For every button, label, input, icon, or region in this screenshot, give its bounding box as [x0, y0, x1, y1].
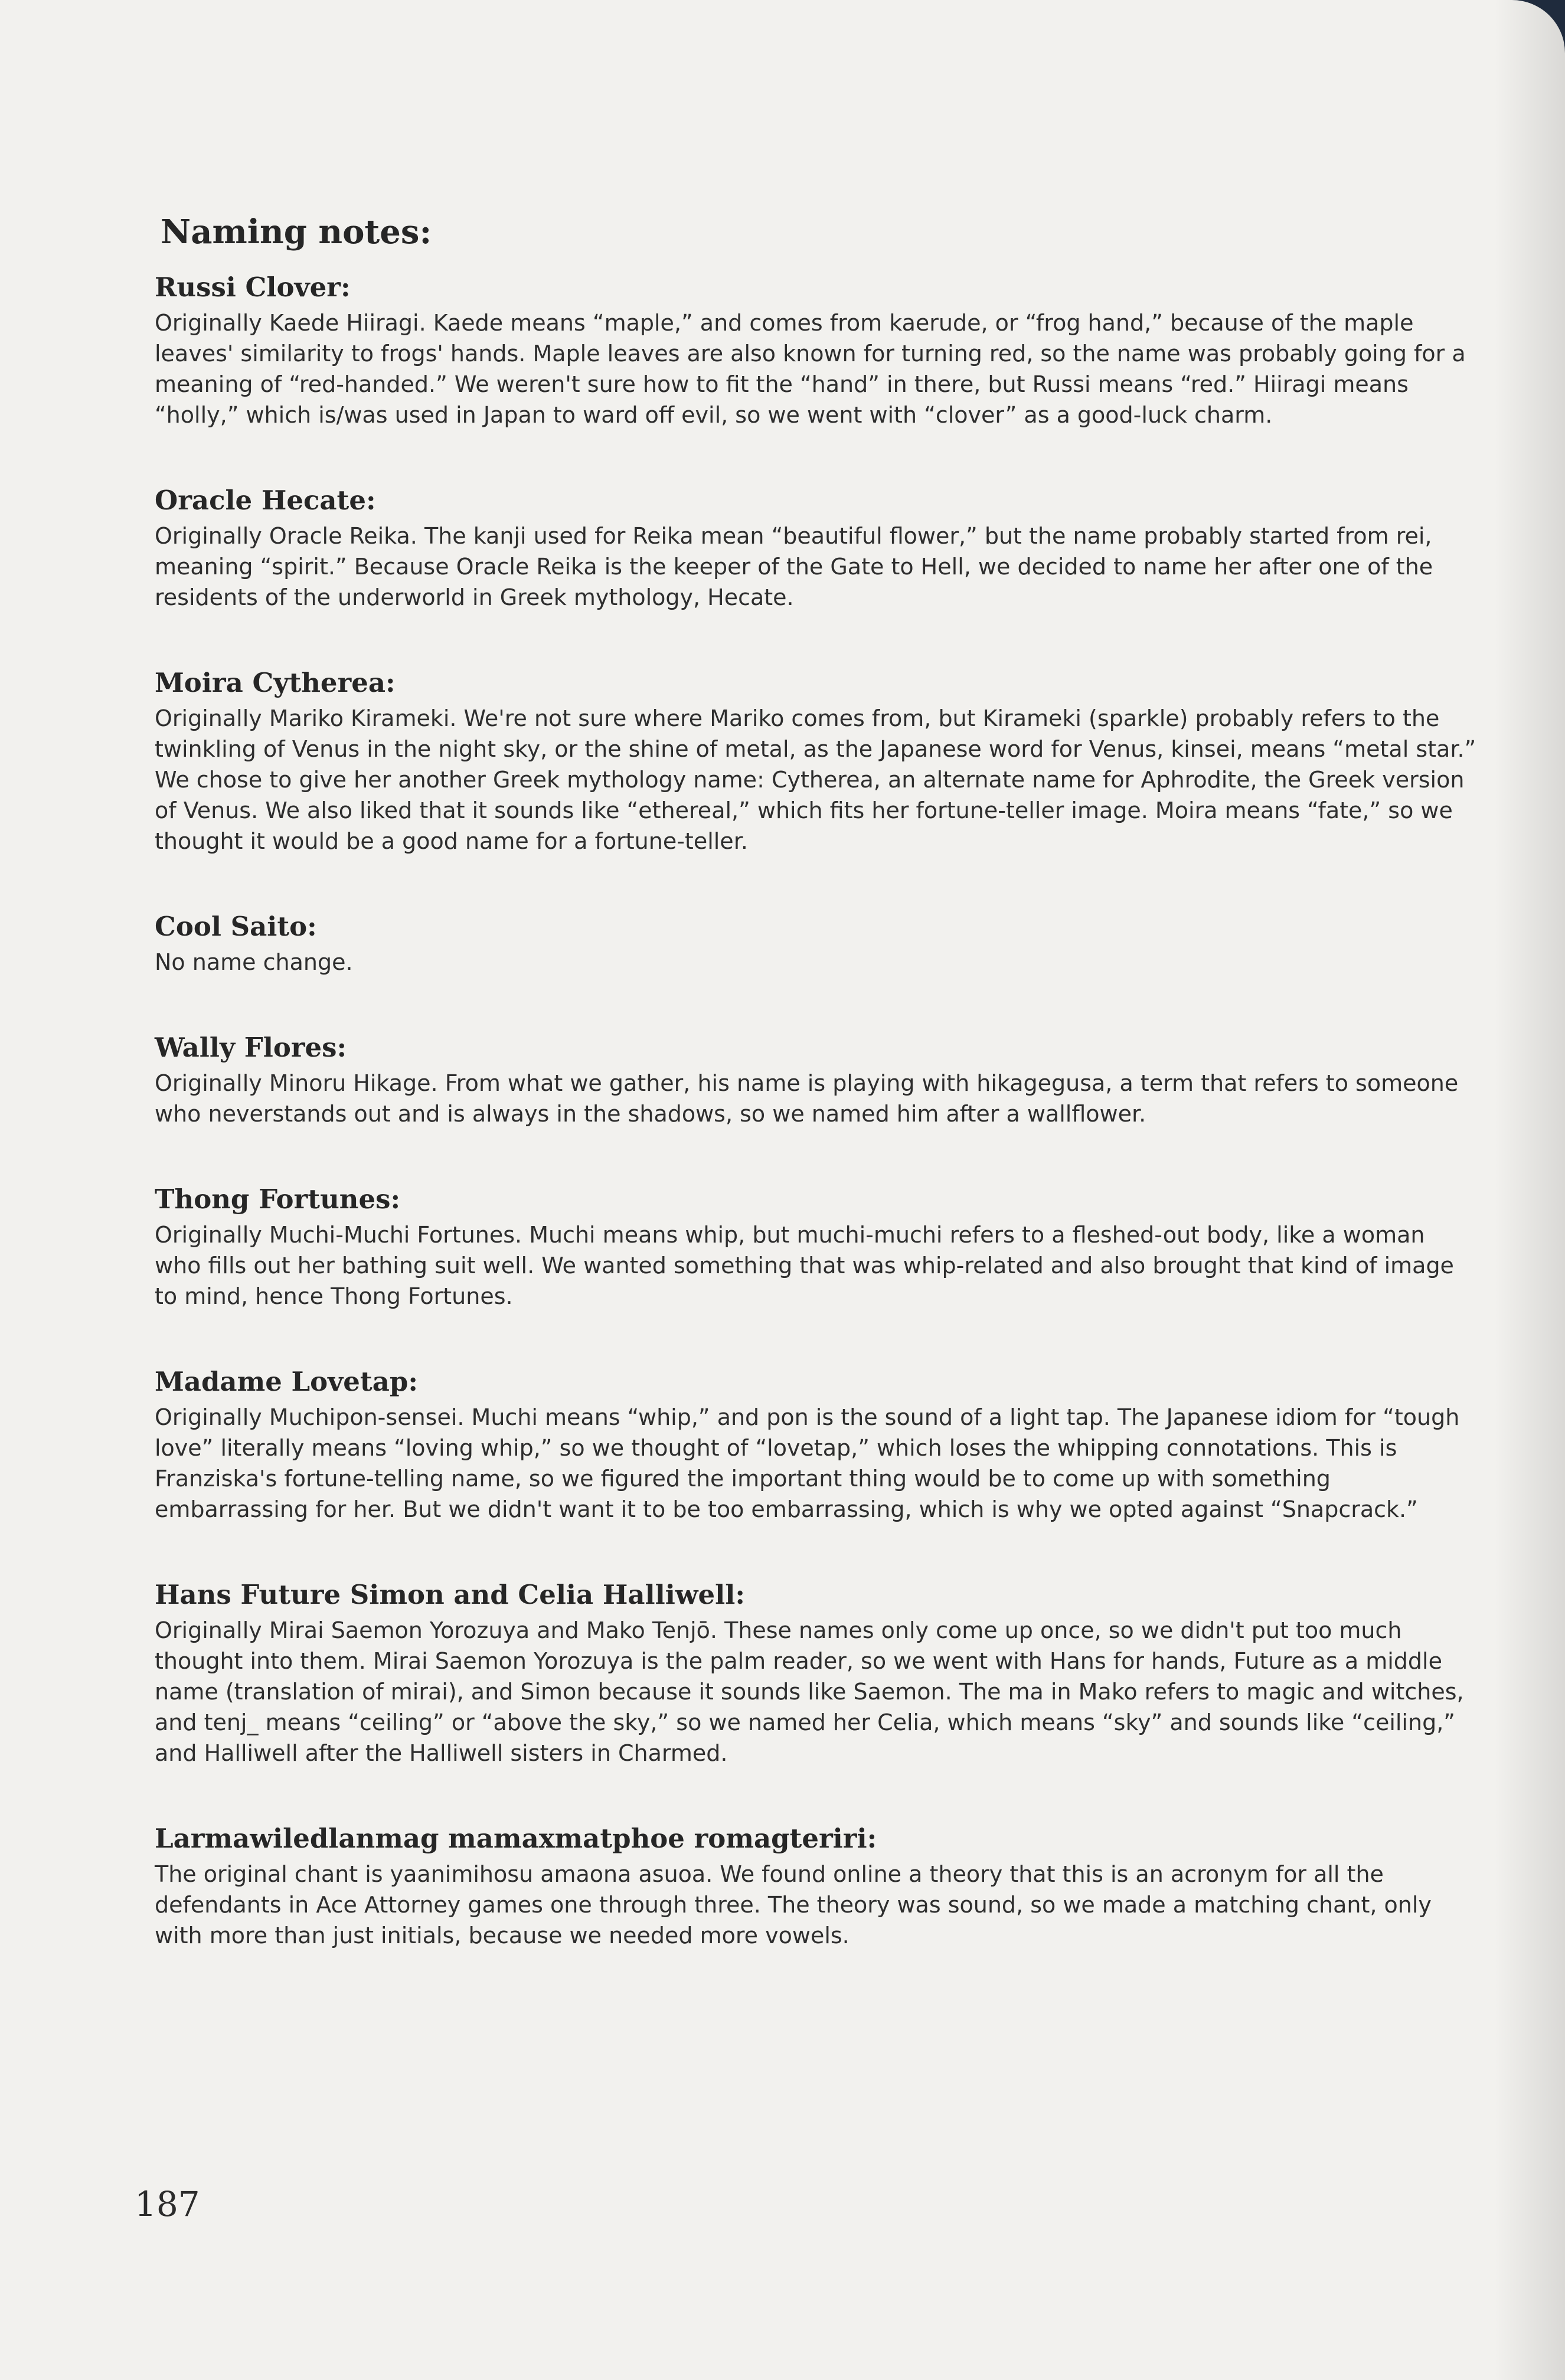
entry-moira-cytherea	[155, 667, 1477, 856]
entry-hans-future-simon	[155, 1579, 1477, 1768]
entry-title: Oracle Hecate:	[155, 485, 376, 516]
entry-oracle-hecate	[155, 485, 1477, 613]
entry-text: No name change.	[155, 949, 353, 975]
entry-title: Madame Lovetap:	[155, 1366, 418, 1397]
page-number: 187	[135, 2184, 200, 2224]
entry-title: Cool Saito:	[155, 911, 317, 942]
entry-text: Originally Oracle Reika. The kanji used for Reika mean “beautiful flower,” but the name probably started from rei, meaning “spirit.” Because Oracle Reika is the keeper of the Gate to Hell, we decided to name her after one of the residents of the underworld in Greek mythology, Hecate.	[155, 523, 1433, 610]
entry-thong-fortunes	[155, 1184, 1477, 1312]
entry-title: Hans Future Simon and Celia Halliwell:	[155, 1579, 745, 1610]
entry-chant	[155, 1823, 1477, 1951]
entry-text: Originally Mirai Saemon Yorozuya and Mako Tenjō. These names only come up once, so we didn't put too much thought into them. Mirai Saemon Yorozuya is the palm reader, so we went with Hans for hands, Future as a middle name (translation of mirai), and Simon because it sounds like Saemon. The ma in Mako refers to magic and witches, and tenj_ means “ceiling” or “above the sky,” so we named her Celia, which means “sky” and sounds like “ceiling,” and Halliwell after the Halliwell sisters in Charmed.	[155, 1617, 1464, 1766]
entry-title: Larmawiledlanmag mamaxmatphoe romagteriri:	[155, 1823, 877, 1854]
entry-title: Wally Flores:	[155, 1032, 347, 1063]
entry-text: Originally Muchipon-sensei. Muchi means “whip,” and pon is the sound of a light tap. The Japanese idiom for “tough love” literally means “loving whip,” so we thought of “lovetap,” which loses the whipping connotations. This is Franziska's fortune-telling name, so we figured the important thing would be to come up with something embarrassing for her. But we didn't want it to be too embarrassing, which is why we opted against “Snapcrack.”	[155, 1404, 1460, 1522]
page-content	[155, 212, 1477, 2005]
entry-text: Originally Muchi-Muchi Fortunes. Muchi means whip, but muchi-muchi refers to a fleshed-out body, like a woman who fills out her bathing suit well. We wanted something that was whip-related and also brought that kind of image to mind, hence Thong Fortunes.	[155, 1222, 1454, 1309]
entry-title: Thong Fortunes:	[155, 1184, 401, 1215]
entry-text: Originally Mariko Kirameki. We're not sure where Mariko comes from, but Kirameki (sparkle) probably refers to the twinkling of Venus in the night sky, or the shine of metal, as the Japanese word for Venus, kinsei, means “metal star.” We chose to give her another Greek mythology name: Cytherea, an alternate name for Aphrodite, the Greek version of Venus. We also liked that it sounds like “ethereal,” which fits her fortune-teller image. Moira means “fate,” so we thought it would be a good name for a fortune-teller.	[155, 705, 1476, 854]
entry-madame-lovetap	[155, 1366, 1477, 1525]
entry-text: The original chant is yaanimihosu amaona asuoa. We found online a theory that this is an acronym for all the defendants in Ace Attorney games one through three. The theory was sound, so we made a matching chant, only with more than just initials, because we needed more vowels.	[155, 1861, 1432, 1949]
entry-wally-flores	[155, 1032, 1477, 1129]
entry-text: Originally Minoru Hikage. From what we gather, his name is playing with hikagegusa, a term that refers to someone who neverstands out and is always in the shadows, so we named him after a wallflower.	[155, 1070, 1459, 1127]
entry-title: Moira Cytherea:	[155, 667, 396, 698]
entry-text: Originally Kaede Hiiragi. Kaede means “maple,” and comes from kaerude, or “frog hand,” because of the maple leaves' similarity to frogs' hands. Maple leaves are also known for turning red, so the name was probably going for a meaning of “red-handed.” We weren't sure how to fit the “hand” in there, but Russi means “red.” Hiiragi means “holly,” which is/was used in Japan to ward off evil, so we went with “clover” as a good-luck charm.	[155, 310, 1466, 428]
section-heading: Naming notes:	[161, 212, 432, 251]
entry-cool-saito	[155, 911, 1477, 978]
entry-title: Russi Clover:	[155, 272, 351, 303]
entry-russi-clover	[155, 272, 1477, 430]
